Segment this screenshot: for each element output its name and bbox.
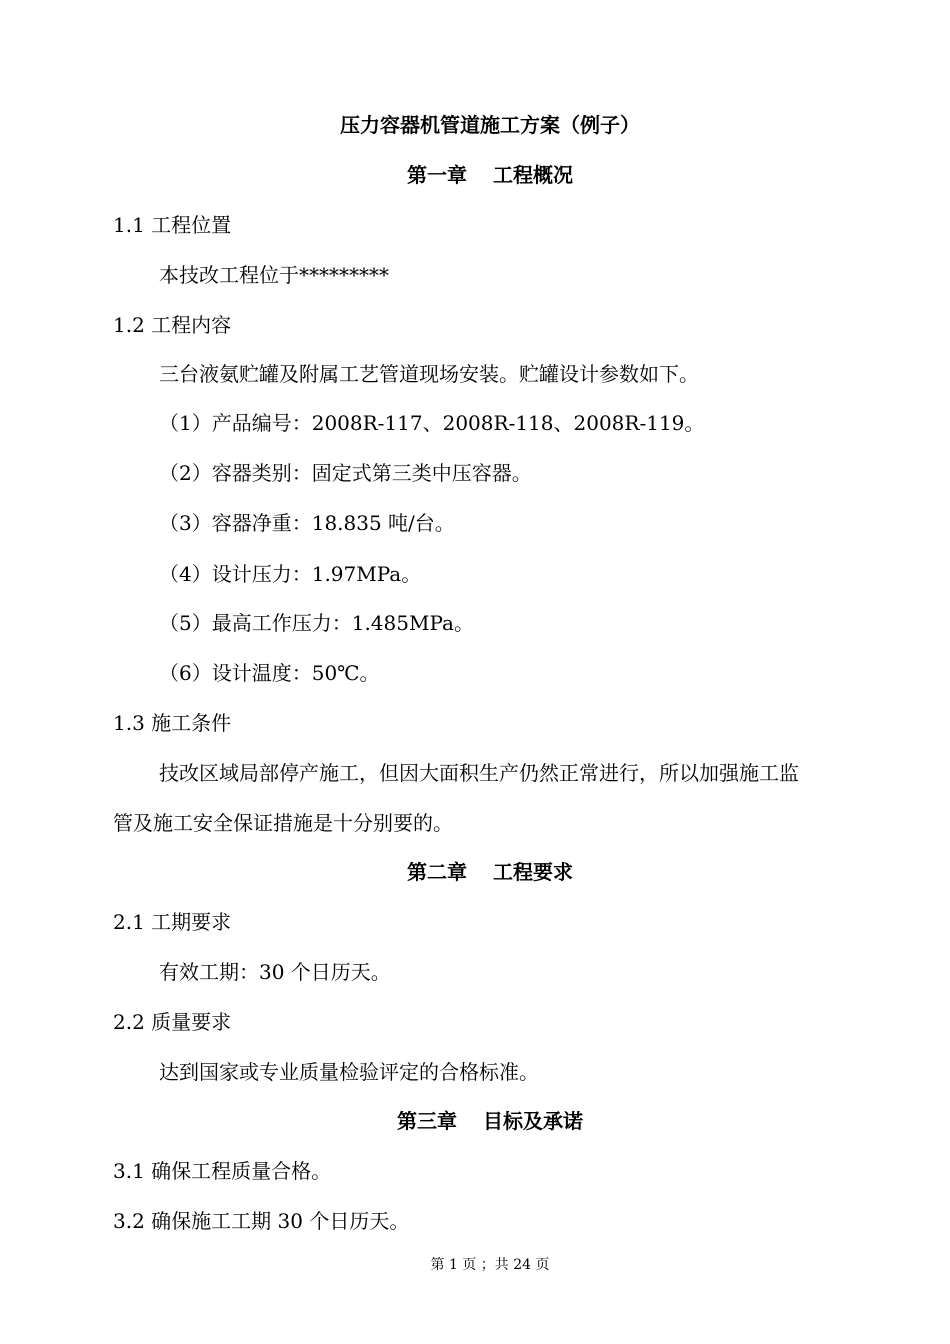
section-1-3-text-line-2: 管及施工安全保证措施是十分别要的。 — [113, 811, 453, 835]
section-1-2-heading: 1.2 工程内容 — [113, 313, 232, 337]
chapter-3-name: 目标及承诺 — [483, 1109, 583, 1133]
param-item: （5）最高工作压力：1.485MPa。 — [159, 611, 474, 635]
section-1-1-text: 本技改工程位于********* — [159, 263, 389, 287]
section-1-3-heading: 1.3 施工条件 — [113, 711, 232, 735]
chapter-2-heading — [0, 859, 950, 885]
param-item: （4）设计压力：1.97MPa。 — [159, 562, 422, 586]
document-title: 压力容器机管道施工方案（例子） — [340, 113, 640, 137]
chapter-2-number: 第二章 — [407, 860, 467, 884]
section-2-2-text: 达到国家或专业质量检验评定的合格标准。 — [159, 1060, 539, 1084]
section-2-1-text: 有效工期：30 个日历天。 — [159, 960, 391, 984]
chapter-2-name: 工程要求 — [493, 860, 573, 884]
section-2-2-heading: 2.2 质量要求 — [113, 1010, 232, 1034]
chapter-3-number: 第三章 — [397, 1109, 457, 1133]
chapter-1-name: 工程概况 — [493, 163, 573, 187]
section-1-3-text-line-1: 技改区域局部停产施工，但因大面积生产仍然正常进行，所以加强施工监 — [159, 761, 799, 785]
chapter-1-number: 第一章 — [407, 163, 467, 187]
param-item: （1）产品编号：2008R-117、2008R-118、2008R-119。 — [159, 411, 705, 435]
section-1-1-heading: 1.1 工程位置 — [113, 213, 232, 237]
section-3-2-heading: 3.2 确保施工工期 30 个日历天。 — [113, 1209, 410, 1233]
chapter-3-heading — [0, 1108, 950, 1134]
param-item: （2）容器类别：固定式第三类中压容器。 — [159, 461, 532, 485]
chapter-1-heading — [0, 162, 950, 188]
section-3-1-heading: 3.1 确保工程质量合格。 — [113, 1159, 332, 1183]
param-item: （6）设计温度：50℃。 — [159, 661, 380, 685]
section-2-1-heading: 2.1 工期要求 — [113, 910, 232, 934]
section-1-2-text: 三台液氨贮罐及附属工艺管道现场安装。贮罐设计参数如下。 — [159, 362, 699, 386]
param-item: （3）容器净重：18.835 吨/台。 — [159, 511, 455, 535]
page-footer: 第 1 页 ；共 24 页 — [430, 1257, 550, 1273]
